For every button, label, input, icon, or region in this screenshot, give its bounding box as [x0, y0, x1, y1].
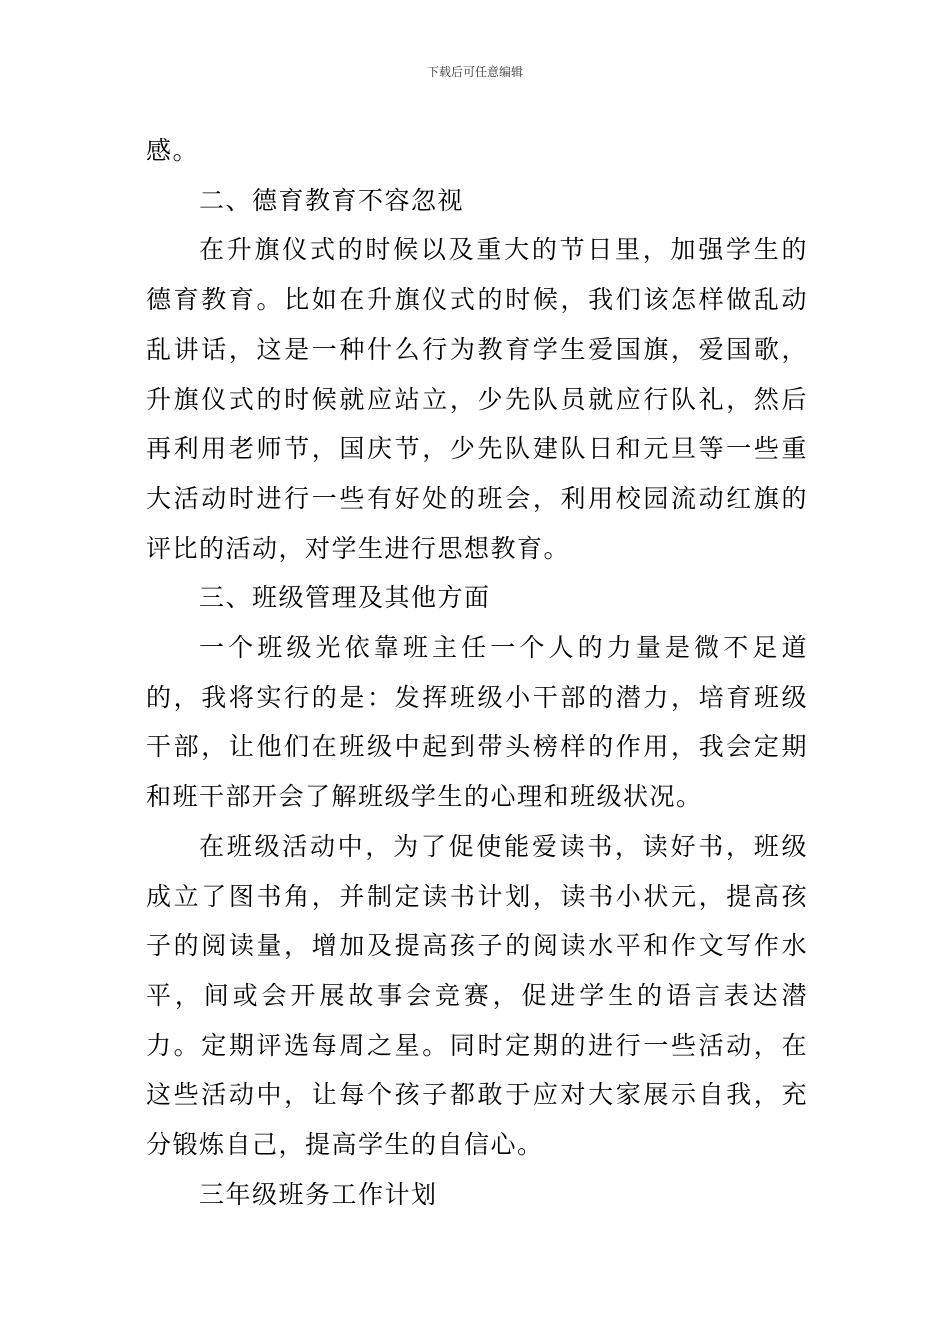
document-body [146, 126, 808, 1219]
paragraph-continuation: 感。 [146, 136, 200, 165]
paragraph-moral-education: 在升旗仪式的时候以及重大的节日里，加强学生的德育教育。比如在升旗仪式的时候，我们该怎样做乱动乱讲话，这是一种什么行为教育学生爱国旗，爱国歌，升旗仪式的时候就应站立，少先队员就应行队礼，然后再利用老师节，国庆节，少先队建队日和元旦等一些重大活动时进行一些有好处的班会，利用校园流动红旗的评比的活动，对学生进行思想教育。 [146, 235, 808, 563]
page-header-note: 下载后可任意编辑 [426, 65, 523, 79]
section-heading-work-plan: 三年级班务工作计划 [199, 1179, 438, 1209]
paragraph-class-cadres: 一个班级光依靠班主任一个人的力量是微不足道的，我将实行的是：发挥班级小干部的潜力，培育班级干部，让他们在班级中起到带头榜样的作用，我会定期和班干部开会了解班级学生的心理和班级状况。 [146, 633, 808, 812]
section-heading-moral-education: 二、德育教育不容忽视 [199, 185, 465, 215]
paragraph-class-activities: 在班级活动中，为了促使能爱读书，读好书，班级成立了图书角，并制定读书计划，读书小状元，提高孩子的阅读量，增加及提高孩子的阅读水平和作文写作水平，间或会开展故事会竞赛，促进学生的语言表达潜力。定期评选每周之星。同时定期的进行一些活动，在这些活动中，让每个孩子都敢于应对大家展示自我，充分锻炼自己，提高学生的自信心。 [146, 831, 808, 1160]
section-heading-class-management: 三、班级管理及其他方面 [199, 583, 491, 613]
